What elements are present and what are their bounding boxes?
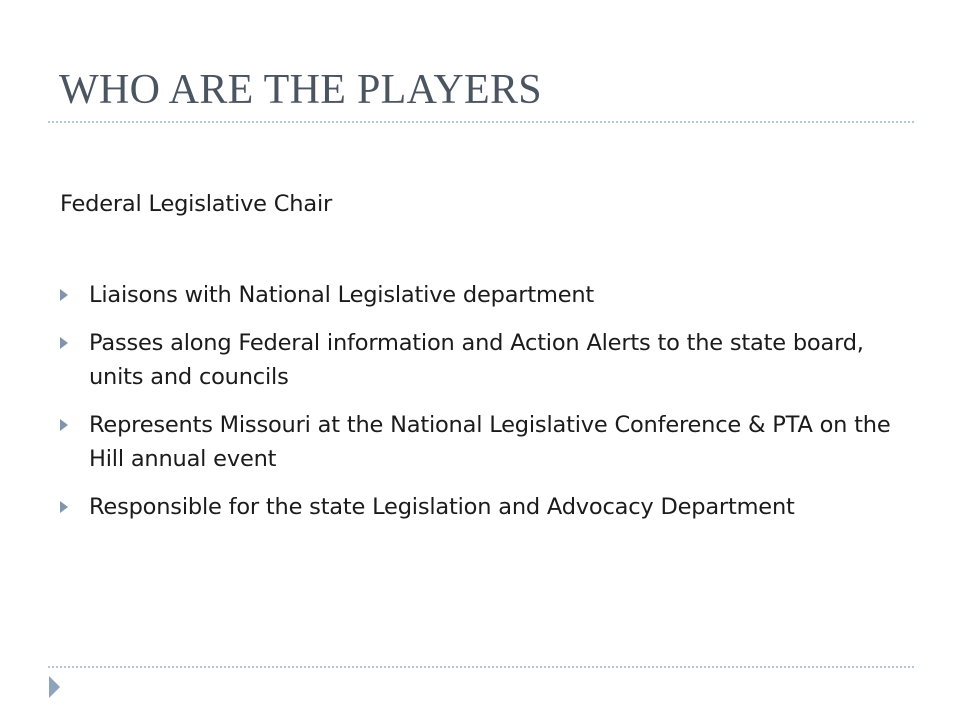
triangle-bullet-icon	[60, 289, 68, 301]
slide-content	[60, 184, 920, 538]
bullet-text: Responsible for the state Legislation and Advocacy Department	[89, 494, 795, 520]
triangle-bullet-icon	[60, 501, 68, 513]
bullet-text: Liaisons with National Legislative department	[89, 282, 595, 308]
bullet-text: Passes along Federal information and Action Alerts to the state board, units and councils	[89, 330, 864, 390]
title-divider	[48, 121, 914, 123]
triangle-bullet-icon	[60, 419, 68, 431]
subheading: Federal Legislative Chair	[60, 191, 333, 217]
bullet-item	[60, 408, 920, 476]
bullet-item	[60, 278, 920, 312]
bullet-text: Represents Missouri at the National Legislative Conference & PTA on the Hill annual event	[89, 412, 891, 472]
bullet-item	[60, 326, 920, 394]
slide-title: WHO ARE THE PLAYERS	[59, 67, 542, 113]
triangle-bullet-icon	[60, 337, 68, 349]
bullet-list	[60, 278, 920, 524]
footer-divider	[48, 666, 914, 668]
corner-arrow-icon	[49, 676, 60, 698]
bullet-item	[60, 490, 920, 524]
